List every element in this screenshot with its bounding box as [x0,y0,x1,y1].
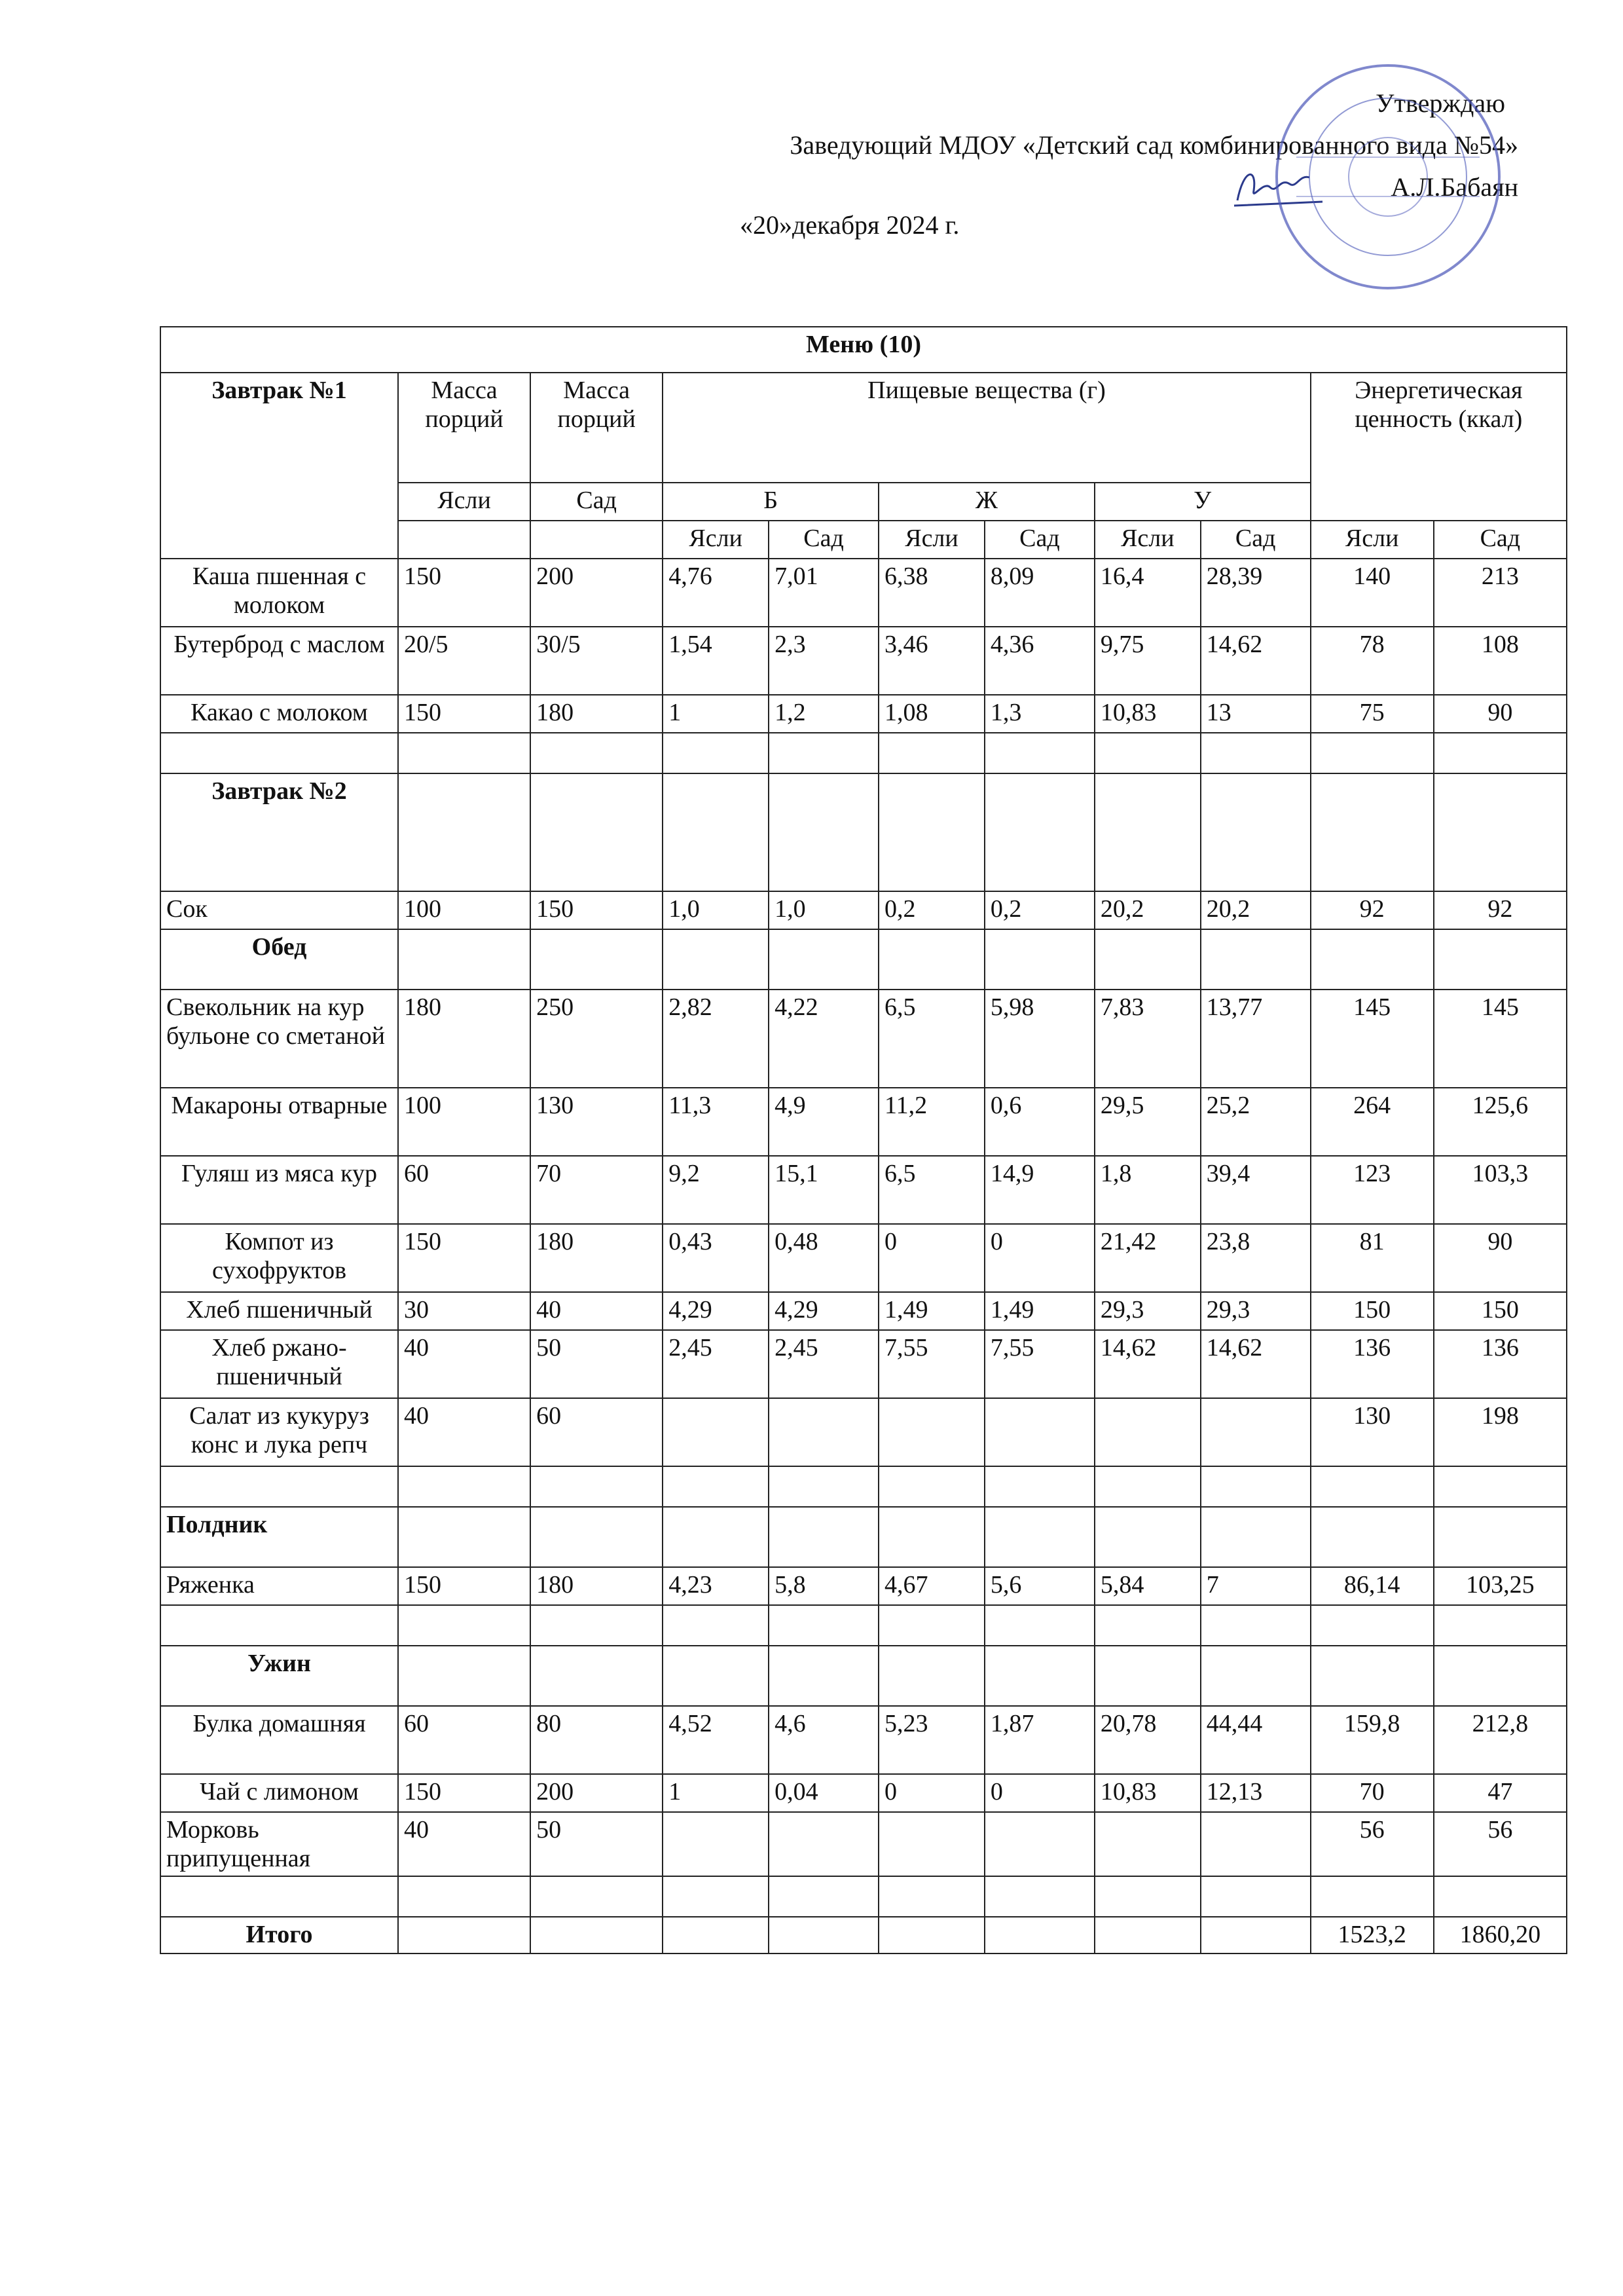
cell-energy-e2: 145 [1434,990,1567,1088]
cell-energy-e1: 130 [1311,1398,1434,1466]
dish-name: Свекольник на кур бульоне со сметаной [160,990,398,1088]
cell-zh1: 0 [879,1774,985,1812]
table-row [160,891,1567,929]
approval-date: «20»декабря 2024 г. [740,210,960,240]
cell-b1: 9,2 [663,1156,769,1224]
table-row [160,990,1567,1088]
cell-m1: 60 [398,1706,530,1774]
table-row [160,1706,1567,1774]
cell-m1: 150 [398,1774,530,1812]
cell-m1: 150 [398,1567,530,1605]
cell-zh1: 4,67 [879,1567,985,1605]
cell-energy-e2: 213 [1434,559,1567,627]
header-fat-sad: Сад [985,521,1095,559]
cell-zh2: 0 [985,1774,1095,1812]
menu-table [160,326,1567,1954]
header-nutrients: Пищевые вещества (г) [663,373,1310,483]
dish-name: Салат из кукуруз конс и лука репч [160,1398,398,1466]
cell-b1: 4,76 [663,559,769,627]
cell-zh2: 0 [985,1224,1095,1292]
cell-b2: 1,0 [769,891,879,929]
cell-m2: 200 [530,559,663,627]
cell-energy-e2: 103,3 [1434,1156,1567,1224]
cell-b2: 4,9 [769,1088,879,1156]
table-row [160,695,1567,733]
cell-energy-e2: 198 [1434,1398,1567,1466]
cell-b1: 11,3 [663,1088,769,1156]
cell-zh1: 11,2 [879,1088,985,1156]
cell-u2: 23,8 [1201,1224,1311,1292]
header-fat-yasli: Ясли [879,521,985,559]
cell-energy-e2: 103,25 [1434,1567,1567,1605]
cell-m2: 130 [530,1088,663,1156]
cell-m2: 180 [530,1224,663,1292]
cell-b1: 1,54 [663,627,769,695]
cell-energy-e2: 108 [1434,627,1567,695]
dish-name: Хлеб пшеничный [160,1292,398,1330]
cell-u2: 44,44 [1201,1706,1311,1774]
cell-b2: 2,45 [769,1330,879,1398]
cell-zh2: 14,9 [985,1156,1095,1224]
header-yasli: Ясли [398,483,530,521]
dish-name: Гуляш из мяса кур [160,1156,398,1224]
cell-u1 [1095,1398,1201,1466]
cell-m1: 150 [398,695,530,733]
cell-energy-e2: 90 [1434,1224,1567,1292]
cell-m2: 180 [530,1567,663,1605]
cell-b2 [769,1812,879,1876]
cell-energy-e1: 78 [1311,627,1434,695]
cell-zh1: 0,2 [879,891,985,929]
header-energy-sad: Сад [1434,521,1567,559]
cell-u2: 29,3 [1201,1292,1311,1330]
cell-energy-e1: 70 [1311,1774,1434,1812]
cell-b2: 5,8 [769,1567,879,1605]
table-row [160,1088,1567,1156]
cell-u1: 7,83 [1095,990,1201,1088]
cell-energy-e1: 140 [1311,559,1434,627]
cell-m1: 60 [398,1156,530,1224]
table-row [160,627,1567,695]
cell-zh2: 4,36 [985,627,1095,695]
cell-u1: 16,4 [1095,559,1201,627]
section-breakfast-1: Завтрак №1 [160,373,398,559]
dish-name: Морковь припущенная [160,1812,398,1876]
cell-u2: 25,2 [1201,1088,1311,1156]
cell-zh2: 1,3 [985,695,1095,733]
header-mass-yasli: Массa порций [398,373,530,483]
cell-m2: 60 [530,1398,663,1466]
approval-name: А.Л.Бабаян [1391,172,1518,202]
header-carbs: У [1095,483,1311,521]
cell-u2 [1201,1398,1311,1466]
cell-m1: 40 [398,1398,530,1466]
cell-zh1: 0 [879,1224,985,1292]
cell-b2: 2,3 [769,627,879,695]
cell-u1: 9,75 [1095,627,1201,695]
cell-b2: 7,01 [769,559,879,627]
cell-b1: 1 [663,695,769,733]
cell-u2: 14,62 [1201,627,1311,695]
cell-u1 [1095,1812,1201,1876]
cell-zh1: 1,08 [879,695,985,733]
header-fat: Ж [879,483,1095,521]
cell-zh2 [985,1398,1095,1466]
cell-m1: 180 [398,990,530,1088]
table-row [160,1224,1567,1292]
dish-name: Сок [160,891,398,929]
cell-zh1: 6,5 [879,1156,985,1224]
cell-u1: 29,5 [1095,1088,1201,1156]
cell-energy-e1: 81 [1311,1224,1434,1292]
cell-zh1: 6,5 [879,990,985,1088]
table-row [160,1774,1567,1812]
cell-u1: 10,83 [1095,1774,1201,1812]
cell-energy-e1: 123 [1311,1156,1434,1224]
header-energy: Энергетическая ценность (ккал) [1311,373,1567,521]
cell-m1: 100 [398,1088,530,1156]
cell-m1: 40 [398,1330,530,1398]
cell-energy-e1: 150 [1311,1292,1434,1330]
cell-energy-e1: 136 [1311,1330,1434,1398]
cell-m2: 150 [530,891,663,929]
cell-b2: 0,48 [769,1224,879,1292]
table-row [160,1567,1567,1605]
cell-b2: 1,2 [769,695,879,733]
cell-b1: 0,43 [663,1224,769,1292]
cell-u1: 1,8 [1095,1156,1201,1224]
section-snack: Полдник [160,1507,398,1567]
cell-energy-e1: 264 [1311,1088,1434,1156]
cell-b2: 4,22 [769,990,879,1088]
table-row [160,1156,1567,1224]
cell-b1: 2,45 [663,1330,769,1398]
cell-energy-e1: 56 [1311,1812,1434,1876]
cell-u2: 20,2 [1201,891,1311,929]
cell-u1: 5,84 [1095,1567,1201,1605]
cell-m2: 50 [530,1330,663,1398]
cell-b1: 4,52 [663,1706,769,1774]
table-row [160,559,1567,627]
cell-u1: 29,3 [1095,1292,1201,1330]
cell-b1: 4,23 [663,1567,769,1605]
approval-position: Заведующий МДОУ «Детский сад комбинированного вида №54» [790,130,1518,160]
header-carbs-sad: Сад [1201,521,1311,559]
section-lunch: Обед [160,929,398,990]
cell-energy-e2: 90 [1434,695,1567,733]
cell-zh2: 5,6 [985,1567,1095,1605]
dish-name: Каша пшенная с молоком [160,559,398,627]
cell-m2: 200 [530,1774,663,1812]
cell-zh2 [985,1812,1095,1876]
cell-zh2: 8,09 [985,559,1095,627]
section-breakfast-2: Завтрак №2 [160,773,398,891]
cell-b2: 4,6 [769,1706,879,1774]
cell-u2: 39,4 [1201,1156,1311,1224]
cell-m2: 70 [530,1156,663,1224]
cell-b1: 2,82 [663,990,769,1088]
cell-u2 [1201,1812,1311,1876]
menu-title: Меню (10) [160,327,1567,373]
dish-name: Ряженка [160,1567,398,1605]
cell-m2: 30/5 [530,627,663,695]
cell-m2: 40 [530,1292,663,1330]
table-row [160,1398,1567,1466]
dish-name: Бутерброд с маслом [160,627,398,695]
cell-m1: 20/5 [398,627,530,695]
header-energy-yasli: Ясли [1311,521,1434,559]
cell-b1 [663,1812,769,1876]
cell-m2: 180 [530,695,663,733]
cell-zh1: 6,38 [879,559,985,627]
cell-zh2: 0,2 [985,891,1095,929]
cell-energy-e1: 92 [1311,891,1434,929]
dish-name: Макароны отварные [160,1088,398,1156]
cell-b1: 1 [663,1774,769,1812]
cell-zh2: 1,49 [985,1292,1095,1330]
cell-b2: 0,04 [769,1774,879,1812]
cell-energy-e2: 47 [1434,1774,1567,1812]
cell-m2: 80 [530,1706,663,1774]
header-sad: Сад [530,483,663,521]
table-row [160,1812,1567,1876]
dish-name: Какао с молоком [160,695,398,733]
cell-u2: 14,62 [1201,1330,1311,1398]
stamp [1270,59,1506,295]
header-mass-sad: Масса порций [530,373,663,483]
cell-energy-e2: 150 [1434,1292,1567,1330]
dish-name: Хлеб ржано-пшеничный [160,1330,398,1398]
cell-u1: 20,78 [1095,1706,1201,1774]
cell-energy-e1: 75 [1311,695,1434,733]
section-dinner: Ужин [160,1646,398,1706]
dish-name: Чай с лимоном [160,1774,398,1812]
cell-energy-e2: 212,8 [1434,1706,1567,1774]
cell-b1: 4,29 [663,1292,769,1330]
total-label: Итого [160,1917,398,1953]
cell-u1: 20,2 [1095,891,1201,929]
cell-u2: 28,39 [1201,559,1311,627]
cell-m1: 100 [398,891,530,929]
cell-b2: 15,1 [769,1156,879,1224]
cell-zh1: 1,49 [879,1292,985,1330]
cell-zh2: 5,98 [985,990,1095,1088]
cell-u1: 10,83 [1095,695,1201,733]
cell-b1 [663,1398,769,1466]
table-row [160,1292,1567,1330]
cell-zh1 [879,1812,985,1876]
cell-b2: 4,29 [769,1292,879,1330]
total-energy-sad: 1860,20 [1434,1917,1567,1953]
cell-m2: 50 [530,1812,663,1876]
cell-zh1: 7,55 [879,1330,985,1398]
cell-energy-e2: 125,6 [1434,1088,1567,1156]
cell-zh1: 5,23 [879,1706,985,1774]
cell-energy-e2: 56 [1434,1812,1567,1876]
cell-energy-e1: 159,8 [1311,1706,1434,1774]
cell-m1: 30 [398,1292,530,1330]
cell-m1: 150 [398,559,530,627]
total-energy-yasli: 1523,2 [1311,1917,1434,1953]
cell-u2: 7 [1201,1567,1311,1605]
cell-u1: 21,42 [1095,1224,1201,1292]
cell-zh1: 3,46 [879,627,985,695]
header-carbs-yasli: Ясли [1095,521,1201,559]
cell-m1: 150 [398,1224,530,1292]
approval-title: Утверждаю [1376,88,1505,118]
cell-u2: 13 [1201,695,1311,733]
cell-zh2: 0,6 [985,1088,1095,1156]
cell-energy-e1: 86,14 [1311,1567,1434,1605]
cell-m2: 250 [530,990,663,1088]
cell-u2: 12,13 [1201,1774,1311,1812]
table-row [160,1330,1567,1398]
cell-energy-e2: 136 [1434,1330,1567,1398]
cell-energy-e2: 92 [1434,891,1567,929]
cell-b2 [769,1398,879,1466]
cell-zh1 [879,1398,985,1466]
header-protein: Б [663,483,879,521]
dish-name: Компот из сухофруктов [160,1224,398,1292]
cell-zh2: 1,87 [985,1706,1095,1774]
cell-energy-e1: 145 [1311,990,1434,1088]
cell-u2: 13,77 [1201,990,1311,1088]
header-protein-yasli: Ясли [663,521,769,559]
cell-u1: 14,62 [1095,1330,1201,1398]
cell-b1: 1,0 [663,891,769,929]
cell-zh2: 7,55 [985,1330,1095,1398]
dish-name: Булка домашняя [160,1706,398,1774]
cell-m1: 40 [398,1812,530,1876]
header-protein-sad: Сад [769,521,879,559]
